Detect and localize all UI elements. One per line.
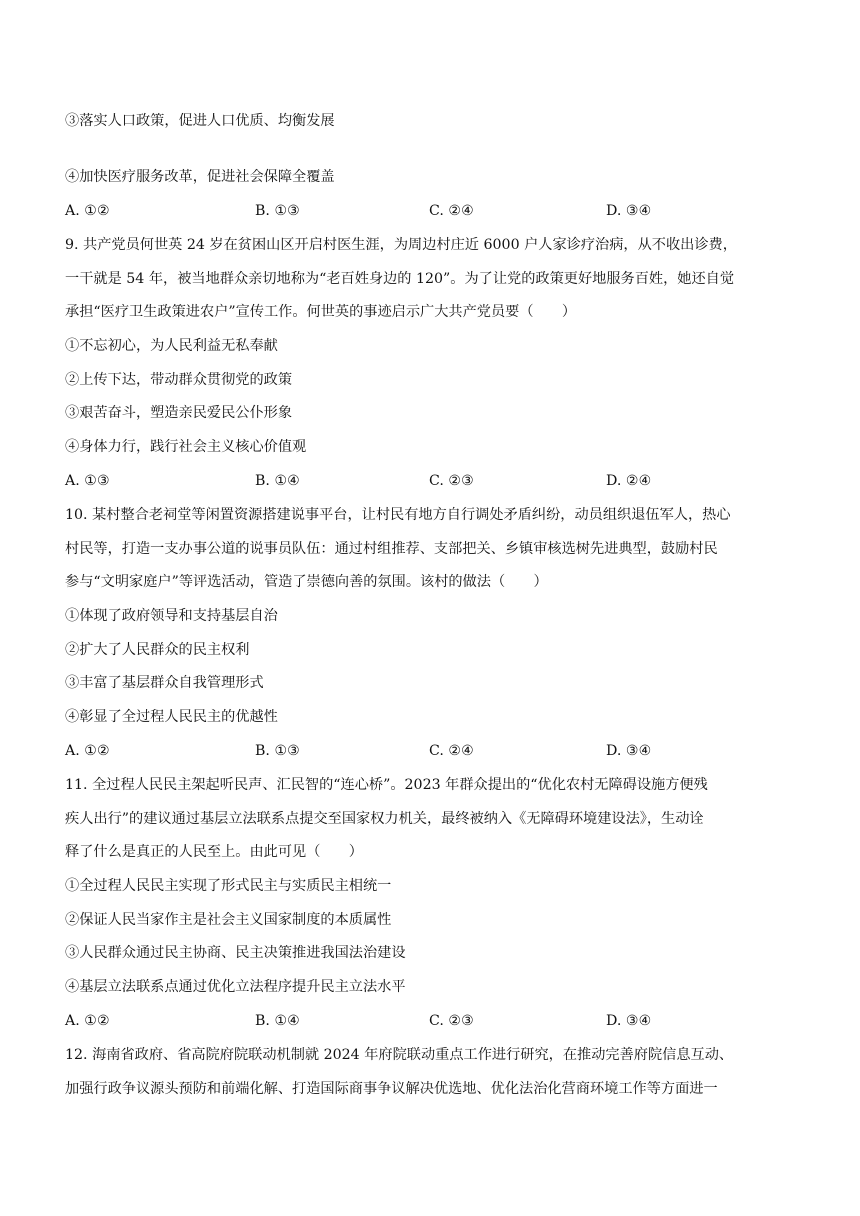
q11-item-3: ③人民群众通过民主协商、民主决策推进我国法治建设 [65, 945, 406, 961]
q10-item-3: ③丰富了基层群众自我管理形式 [65, 675, 264, 691]
q10-stem-line-1: 10. 某村整合老祠堂等闲置资源搭建说事平台，让村民有地方自行调处矛盾纠纷，动员组织退伍军人，热心 [65, 507, 731, 523]
q12-stem-line-1: 12. 海南省政府、省高院府院联动机制就 2024 年府院联动重点工作进行研究，在推动完善府院信息互动、 [65, 1047, 734, 1063]
q9-stem-line-3: 承担“医疗卫生政策进农户”宣传工作。何世英的事迹启示广大共产党员要（ ） [65, 304, 577, 320]
q8-item-4: ④加快医疗服务改革，促进社会保障全覆盖 [65, 169, 335, 185]
q11-option-a[interactable]: A. ①② [65, 1013, 110, 1029]
q10-option-a[interactable]: A. ①② [65, 743, 110, 759]
q9-option-b[interactable]: B. ①④ [255, 473, 300, 489]
q8-item-3: ③落实人口政策，促进人口优质、均衡发展 [65, 113, 335, 129]
q8-options [65, 201, 805, 221]
q9-item-3: ③艰苦奋斗，塑造亲民爱民公仆形象 [65, 405, 293, 421]
q9-item-4: ④身体力行，践行社会主义核心价值观 [65, 439, 307, 455]
q10-item-2: ②扩大了人民群众的民主权利 [65, 642, 250, 658]
q9-option-a[interactable]: A. ①③ [65, 473, 110, 489]
q11-option-d[interactable]: D. ③④ [606, 1013, 652, 1029]
q10-item-4: ④彰显了全过程人民民主的优越性 [65, 709, 278, 725]
q11-stem-line-2: 疾人出行”的建议通过基层立法联系点提交至国家权力机关，最终被纳入《无障碍环境建设法》，生动诠 [65, 811, 704, 827]
q11-item-4: ④基层立法联系点通过优化立法程序提升民主立法水平 [65, 979, 406, 995]
q9-stem-line-2: 一干就是 54 年，被当地群众亲切地称为“老百姓身边的 120”。为了让党的政策更好地服务百姓，她还自觉 [65, 271, 735, 287]
q12-stem-line-2: 加强行政争议源头预防和前端化解、打造国际商事争议解决优选地、优化法治化营商环境工作等方面进一 [65, 1081, 718, 1097]
q9-options [65, 471, 805, 491]
q11-options [65, 1011, 805, 1031]
q9-stem-line-1: 9. 共产党员何世英 24 岁在贫困山区开启村医生涯，为周边村庄近 6000 户人家诊疗治病，从不收出诊费， [65, 237, 737, 253]
q11-stem-line-1: 11. 全过程人民民主架起听民声、汇民智的“连心桥”。2023 年群众提出的“优化农村无障碍设施方便残 [65, 777, 708, 793]
q11-option-b[interactable]: B. ①④ [255, 1013, 300, 1029]
q10-option-d[interactable]: D. ③④ [606, 743, 652, 759]
q10-stem-line-3: 参与“文明家庭户”等评选活动，管造了崇德向善的氛围。该村的做法（ ） [65, 574, 548, 590]
q8-option-a[interactable]: A. ①② [65, 203, 110, 219]
q10-stem-line-2: 村民等，打造一支办事公道的说事员队伍：通过村组推荐、支部把关、乡镇审核选树先进典型，鼓励村民 [65, 541, 718, 557]
q11-item-2: ②保证人民当家作主是社会主义国家制度的本质属性 [65, 912, 392, 928]
q8-option-d[interactable]: D. ③④ [606, 203, 652, 219]
q10-options [65, 741, 805, 761]
q10-option-c[interactable]: C. ②④ [429, 743, 474, 759]
q8-option-b[interactable]: B. ①③ [255, 203, 300, 219]
q8-option-c[interactable]: C. ②④ [429, 203, 474, 219]
q11-option-c[interactable]: C. ②③ [429, 1013, 474, 1029]
q9-item-2: ②上传下达，带动群众贯彻党的政策 [65, 372, 293, 388]
q9-item-1: ①不忘初心，为人民利益无私奉献 [65, 338, 278, 354]
q11-item-1: ①全过程人民民主实现了形式民主与实质民主相统一 [65, 878, 392, 894]
q9-option-d[interactable]: D. ②④ [606, 473, 652, 489]
q9-option-c[interactable]: C. ②③ [429, 473, 474, 489]
q10-option-b[interactable]: B. ①③ [255, 743, 300, 759]
q10-item-1: ①体现了政府领导和支持基层自治 [65, 608, 278, 624]
q11-stem-line-3: 释了什么是真正的人民至上。由此可见（ ） [65, 844, 363, 860]
